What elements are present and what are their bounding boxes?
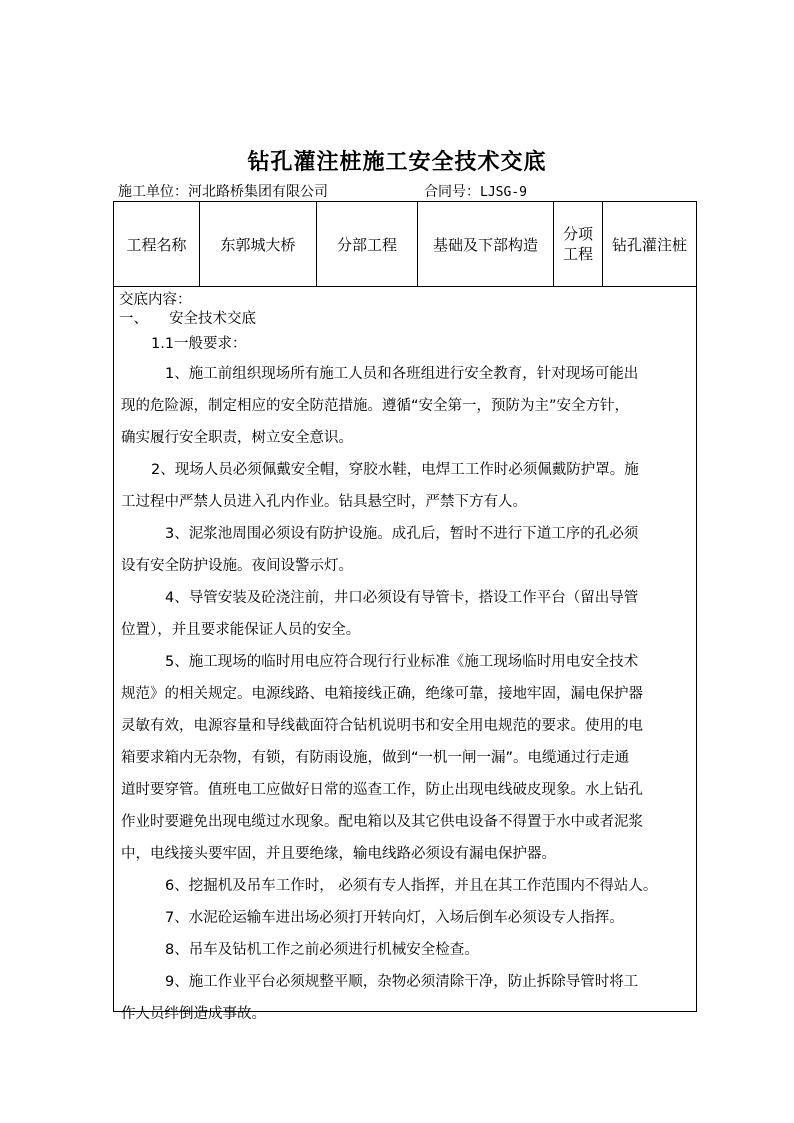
item-5-line-6: 作业时要避免出现电缆过水现象。配电箱以及其它供电设备不得置于水中或者泥浆 — [121, 814, 643, 830]
document-title: 钻孔灌注桩施工安全技术交底 — [247, 149, 547, 175]
project-name-label: 工程名称 — [126, 235, 187, 254]
general-requirements: 1.1一般要求： — [151, 336, 247, 352]
contract-code: LJSG-9 — [480, 185, 527, 200]
item-3-line-2: 设有安全防护设施。夜间设警示灯。 — [121, 558, 353, 574]
item-5-line-5: 道时要穿管。值班电工应做好日常的巡查工作，防止出现电线破皮现象。水上钻孔 — [121, 782, 643, 798]
item-1-line-1: 1、施工前组织现场所有施工人员和各班组进行安全教育，针对现场可能出 — [165, 366, 639, 382]
item-9-line-1: 9、施工作业平台必须规整平顺，杂物必须清除干净，防止拆除导管时将工 — [165, 974, 639, 990]
item-8-line-1: 8、吊车及钻机工作之前必须进行机械安全检查。 — [165, 942, 479, 958]
item-4-line-1: 4、导管安装及砼浇注前，井口必须设有导管卡，搭设工作平台（留出导管 — [165, 590, 639, 606]
project-info-row — [114, 202, 696, 287]
subitem-label — [554, 202, 602, 286]
contract-number — [424, 181, 527, 201]
item-2-line-2: 工过程中严禁人员进入孔内作业。钻具悬空时，严禁下方有人。 — [121, 494, 527, 510]
item-1-line-2: 现的危险源，制定相应的安全防范措施。遵循“安全第一，预防为主”安全方针， — [121, 398, 630, 414]
item-5-line-7: 中，电线接头要牢固，并且要绝缘，输电线路必须设有漏电保护器。 — [121, 846, 556, 862]
project-name-value: 东郭城大桥 — [220, 235, 296, 254]
division-value: 基础及下部构造 — [432, 235, 538, 254]
item-5-line-1: 5、施工现场的临时用电应符合现行行业标准《施工现场临时用电安全技术 — [165, 654, 639, 670]
item-5-line-4: 箱要求箱内无杂物，有锁，有防雨设施，做到“一机一闸一漏”。电缆通过行走通 — [121, 750, 630, 766]
item-5-line-2: 规范》的相关规定。电源线路、电箱接线正确，绝缘可靠，接地牢固，漏电保护器 — [121, 686, 643, 702]
item-3-line-1: 3、泥浆池周围必须设有防护设施。成孔后，暂时不进行下道工序的孔必须 — [165, 526, 639, 542]
item-5-line-3: 灵敏有效，电源容量和导线截面符合钻机说明书和安全用电规范的要求。使用的电 — [121, 718, 643, 734]
section-title: 安全技术交底 — [169, 311, 256, 327]
construction-unit: 施工单位：河北路桥集团有限公司 — [118, 184, 328, 200]
item-6-line-1: 6、挖掘机及吊车工作时， 必须有专人指挥，并且在其工作范围内不得站人。 — [165, 878, 658, 894]
item-1-line-3: 确实履行安全职责，树立安全意识。 — [121, 430, 353, 446]
division-label: 分部工程 — [336, 235, 397, 254]
item-2-line-1: 2、现场人员必须佩戴安全帽，穿胶水鞋，电焊工工作时必须佩戴防护罩。施 — [151, 462, 639, 478]
item-4-line-2: 位置），并且要求能保证人员的安全。 — [121, 622, 361, 638]
item-9-line-2: 作人员绊倒造成事故。 — [121, 1006, 266, 1022]
section-number: 一、 — [119, 311, 148, 327]
subitem-label-line-1: 分项 — [562, 225, 593, 243]
disclosure-table — [113, 201, 697, 1022]
content-heading: 交底内容： — [119, 292, 192, 308]
subitem-value: 钻孔灌注桩 — [611, 235, 687, 254]
item-7-line-1: 7、水泥砼运输车进出场必须打开转向灯，入场后倒车必须设专人指挥。 — [165, 910, 624, 926]
subitem-label-line-2: 工程 — [562, 245, 593, 263]
contract-label: 合同号： — [424, 184, 480, 200]
